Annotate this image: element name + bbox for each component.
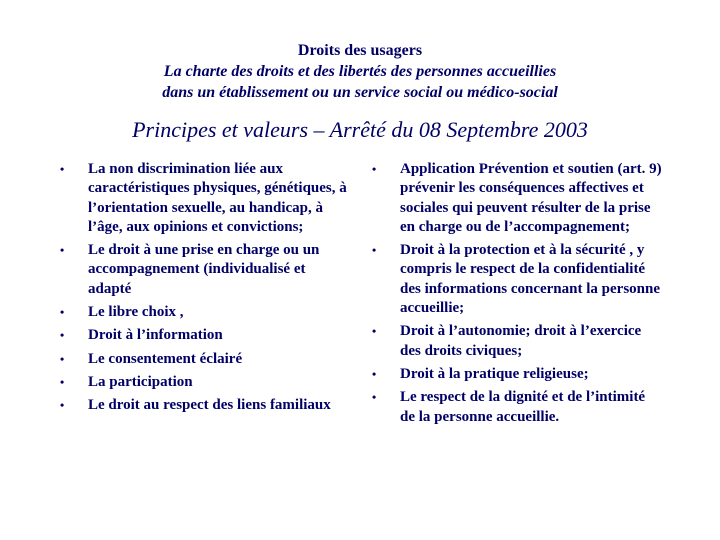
list-item-text: La participation <box>88 373 193 390</box>
list-item <box>60 303 350 322</box>
list-item-text: Application Prévention et soutien (art. 9) prévenir les conséquences affectives et sociales qui peuvent résulter de la prise en charge ou de l’accompagnement; <box>400 161 662 235</box>
page-title: Droits des usagers <box>297 42 423 59</box>
list-item <box>372 160 662 237</box>
bullet: • <box>372 366 377 381</box>
bullet: • <box>60 374 65 389</box>
right-column-list <box>372 160 662 431</box>
list-item-text: Droit à la pratique religieuse; <box>400 365 589 382</box>
list-item <box>60 326 350 345</box>
list-item-text: Droit à l’autonomie; droit à l’exercice des droits civiques; <box>400 323 642 359</box>
list-item <box>372 365 662 384</box>
list-item-text: Droit à l’information <box>88 327 223 344</box>
list-item-text: Le respect de la dignité et de l’intimité de la personne accueillie. <box>400 389 646 425</box>
list-item <box>60 350 350 369</box>
bullet: • <box>60 162 65 176</box>
list-item <box>60 373 350 392</box>
list-item-text: Le droit au respect des liens familiaux <box>88 397 331 414</box>
bullet: • <box>60 328 65 343</box>
bullet: • <box>60 398 65 413</box>
list-item <box>60 241 350 299</box>
bullet: • <box>372 162 377 176</box>
subtitle-line-2: dans un établissement ou un service social ou médico-social <box>162 84 558 101</box>
list-item <box>372 388 662 427</box>
principles-title: Principes et valeurs – Arrêté du 08 Septembre 2003 <box>132 117 588 142</box>
list-item-text: Le consentement éclairé <box>88 350 243 367</box>
list-item <box>372 322 662 361</box>
bullet: • <box>372 390 377 405</box>
list-item-text: Le libre choix , <box>88 304 184 321</box>
bullet: • <box>60 305 65 320</box>
list-item-text: Le droit à une prise en charge ou un accompagnement (individualisé et adapté <box>88 242 320 297</box>
left-column-list <box>60 160 350 420</box>
bullet: • <box>60 243 65 258</box>
list-item <box>60 396 350 415</box>
bullet: • <box>372 324 377 339</box>
list-item-text: La non discrimination liée aux caractéristiques physiques, génétiques, à l’orientation sexuelle, au handicap, à l’âge, aux opinions et convictions; <box>88 161 347 235</box>
list-item <box>372 241 662 318</box>
list-item-text: Droit à la protection et à la sécurité , y compris le respect de la confidentialité des informations concernant la personne accueillie; <box>400 242 660 317</box>
header <box>0 40 720 103</box>
bullet: • <box>60 351 65 366</box>
bullet: • <box>372 243 377 258</box>
list-item <box>60 160 350 237</box>
subtitle-line-1: La charte des droits et des libertés des personnes accueillies <box>163 63 557 80</box>
